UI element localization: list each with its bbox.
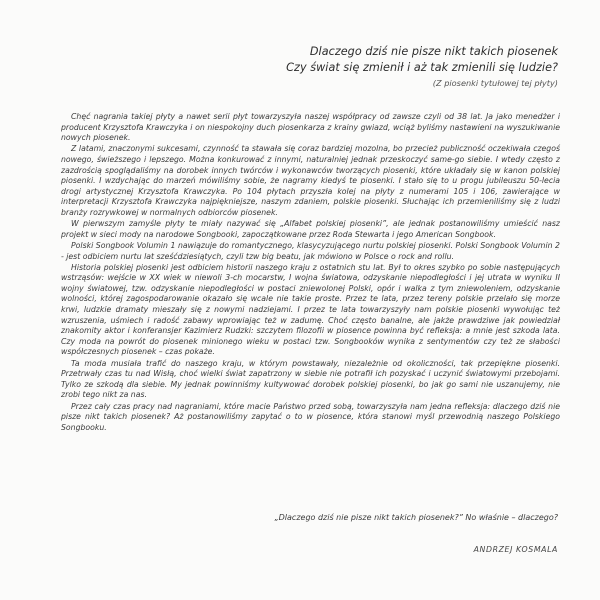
- paragraph: Chęć nagrania takiej płyty a nawet serii płyt towarzyszyła naszej współpracy od zawsze czyli od 38 lat. Ja jako menedżer i producent Krzysztofa Krawczyka i on niespokojny duch piosenkarza z krainy gwiazd, wciąż byliśmy nastawieni na wyszukiwanie nowych piosenek.: [61, 112, 560, 143]
- heading-source-note: (Z piosenki tytułowej tej płyty): [432, 78, 558, 88]
- paragraph: Przez cały czas pracy nad nagraniami, które macie Państwo przed sobą, towarzyszyła nam jedna refleksja: dlaczego dziś nie pisze nikt takich piosenek? Aż postanowiliśmy zapytać o to w piosence, która stanowi myśl przewodnią naszego Polskiego Songbooku.: [61, 401, 560, 432]
- essay-body: [61, 112, 560, 434]
- closing-question: „Dlaczego dziś nie pisze nikt takich piosenek?” No właśnie – dlaczego?: [274, 513, 558, 522]
- paragraph: Ta moda musiała trafić do naszego kraju, w którym powstawały, niezależnie od okoliczności, tak przepiękne piosenki. Przetrwały czas tu nad Wisłą, choć wielki świat zapatrzony w siebie nie potrafił ich pozyskać i uczynić światowymi przebojami. Tylko ze szkodą dla siebie. My jednak powinniśmy kultywować dorobek polskiej piosenki, bo jak go sami nie uszanujemy, nie zrobi tego nikt za nas.: [61, 358, 560, 400]
- paragraph: Polski Songbook Volumin 1 nawiązuje do romantycznego, klasycyzującego nurtu polskiej piosenki. Polski Songbook Volumin 2 - jest odbiciem nurtu lat sześćdziesiątych, czyli tzw big beatu, jak mówiono w Polsce o rock and rollu.: [61, 240, 560, 261]
- paragraph: Z latami, znaczonymi sukcesami, czynność ta stawała się coraz bardziej mozolna, bo przecież publiczność oczekiwała czegoś nowego, świeższego i lepszego. Można konkurować z innymi, naturalniej jednak przeskoczyć same-go siebie. I wtedy często z zazdrością spoglądaliśmy na dorobek innych twórców i wykonawców tworzących piosenki, które układały się w kanon polskiej piosenki. I wzdychając do marzeń mówiliśmy sobie, że nagramy kiedyś te piosenki. I stało się to u progu jubileuszu 50-lecia drogi artystycznej Krzysztofa Krawczyka. Po 104 płytach przyszła kolej na płyty z numerami 105 i 106, zawierające w interpretacji Krzysztofa Krawczyka najpiękniejsze, naszym zdaniem, polskie piosenki. Słuchając ich przemieniliśmy się z ludzi branży rozrywkowej w normalnych odbiorców piosenek.: [61, 144, 560, 217]
- author-signature: ANDRZEJ KOSMALA: [473, 545, 558, 554]
- quote-heading: [286, 44, 558, 90]
- paragraph: Historia polskiej piosenki jest odbiciem historii naszego kraju z ostatnich stu lat. Był to okres szybko po sobie następujących wstrząsów: wejście w XX wiek w niewoli 3-ch mocarstw, I wojna światowa, odzyskanie niepodległości i jej utrata w wyniku II wojny światowej, tzw. odzyskanie niepodległości w postaci zniewolonej Polski, opór i walka z tym zniewoleniem, odzyskanie wolności, której zagospodarowanie okazało się wcale nie takie proste. Przez te lata, przez tereny polskie przelało się morze krwi, ludzkie dramaty mieszały się z nowymi nadziejami. I przez te lata towarzyszyły nam polskie piosenki wywołując też wzruszenia, uśmiech i radość zabawy wprowiając też w zadumę. Choć często banalne, ale jakże prawdziwe jak powiedział znakomity aktor i konferansjer Kazimierz Rudzki: szczytem filozofii w piosence powinna być refleksja: a mnie jest szkoda lata. Czy moda na powrót do piosenek minionego wieku w postaci tzw. Songbooków wynika z sentymentów czy też ze słabości współczesnych piosenek – czas pokaże.: [61, 262, 560, 357]
- paragraph: W pierwszym zamyśle płyty te miały nazywać się „Alfabet polskiej piosenki”, ale jednak postanowiliśmy umieścić nasz projekt w sieci mody na narodowe Songbooki, zapoczątkowane przez Roda Stewarta i jego American Songbook.: [61, 219, 560, 239]
- heading-line-2: Czy świat się zmienił i aż tak zmienili się ludzie?: [286, 61, 558, 74]
- heading-line-1: Dlaczego dziś nie pisze nikt takich piosenek: [309, 45, 558, 58]
